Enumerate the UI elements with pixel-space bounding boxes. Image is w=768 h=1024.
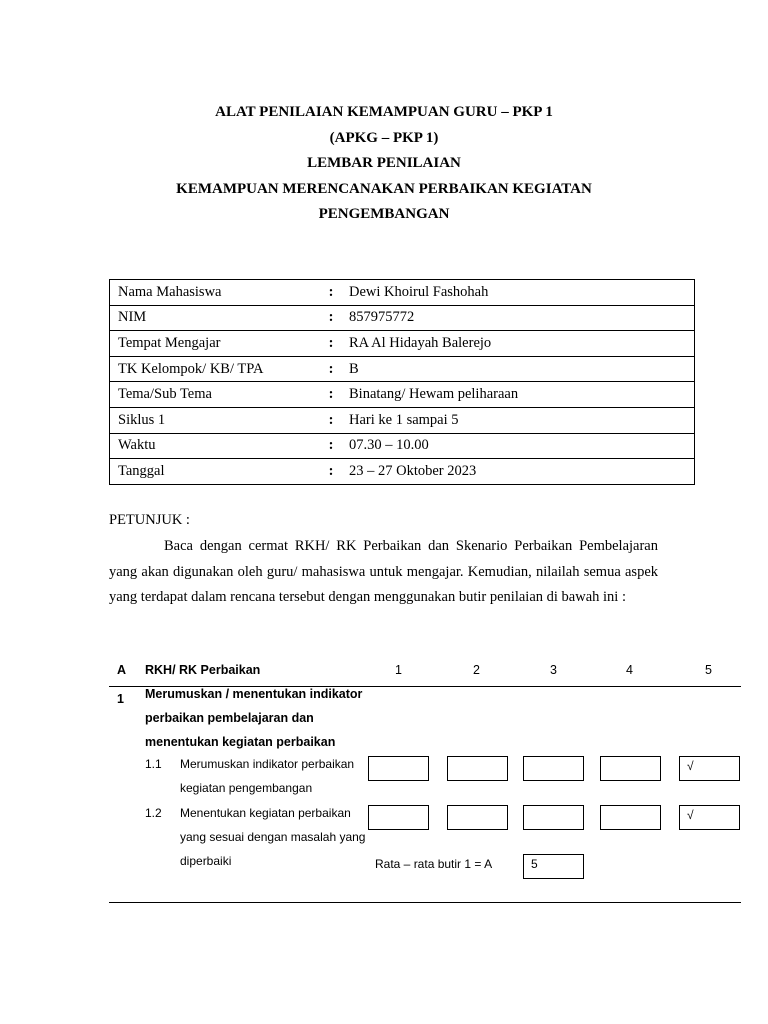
info-colon: : [321,459,341,485]
info-colon: : [321,407,341,433]
average-value-box: 5 [523,854,584,879]
scale-label-5: 5 [705,663,712,677]
info-value: 857975772 [341,305,695,331]
score-box-2 [447,805,508,830]
title-line-3: LEMBAR PENILAIAN [307,155,461,171]
average-label: Rata – rata butir 1 = A [375,857,493,871]
info-label: Siklus 1 [110,407,322,433]
info-label: Nama Mahasiswa [110,280,322,306]
table-row [110,382,695,408]
sub-item-text [180,752,354,800]
title-line-5: PENGEMBANGAN [318,206,450,222]
info-value: RA Al Hidayah Balerejo [341,331,695,357]
info-label: Waktu [110,433,322,459]
score-box-1 [368,805,429,830]
scale-label-1: 1 [395,663,402,677]
sub-item-text [180,801,365,873]
info-colon: : [321,331,341,357]
table-row [110,331,695,357]
info-value: 23 – 27 Oktober 2023 [341,459,695,485]
score-box-5-checked: √ [679,756,740,781]
table-row [110,305,695,331]
table-row [110,407,695,433]
section-title: RKH/ RK Perbaikan [145,663,261,677]
title-line-2: (APKG – PKP 1) [329,129,439,146]
info-value: Binatang/ Hewam peliharaan [341,382,695,408]
table-row [110,280,695,306]
info-value: Hari ke 1 sampai 5 [341,407,695,433]
info-colon: : [321,382,341,408]
sub-item-line-3: diperbaiki [180,854,232,868]
info-colon: : [321,356,341,382]
table-row [110,459,695,485]
info-label: TK Kelompok/ KB/ TPA [110,356,322,382]
score-box-4 [600,756,661,781]
score-box-1 [368,756,429,781]
sub-item-number: 1.1 [145,757,162,771]
score-box-4 [600,805,661,830]
sub-item-line-2: kegiatan pengembangan [180,781,313,795]
score-box-2 [447,756,508,781]
sub-item-line-1: Menentukan kegiatan perbaikan [180,806,351,820]
instructions-label: PETUNJUK : [109,512,190,528]
item-title-line-3: menentukan kegiatan perbaikan [145,735,336,749]
score-box-5-checked: √ [679,805,740,830]
info-colon: : [321,305,341,331]
info-value: Dewi Khoirul Fashohah [341,280,695,306]
sub-item-line-1: Merumuskan indikator perbaikan [180,757,355,771]
info-label: Tanggal [110,459,322,485]
title-line-1: ALAT PENILAIAN KEMAMPUAN GURU – PKP 1 [215,104,553,120]
identity-table [109,279,695,485]
document-title [0,100,768,228]
scale-label-3: 3 [550,663,557,677]
sub-item-number: 1.2 [145,806,162,820]
info-value: 07.30 – 10.00 [341,433,695,459]
info-value: B [341,356,695,382]
title-line-4: KEMAMPUAN MERENCANAKAN PERBAIKAN KEGIATAN [176,180,592,197]
info-colon: : [321,433,341,459]
info-label: Tempat Mengajar [110,331,322,357]
scale-label-2: 2 [473,663,480,677]
info-colon: : [321,280,341,306]
sub-item-line-2: yang sesuai dengan masalah yang [180,830,366,844]
scale-label-4: 4 [626,663,633,677]
score-box-3 [523,756,584,781]
item-number: 1 [117,692,124,706]
bottom-rule [109,902,741,903]
table-row [110,433,695,459]
table-row [110,356,695,382]
item-title [145,682,362,754]
info-label: Tema/Sub Tema [110,382,322,408]
item-title-line-1: Merumuskan / menentukan indikator [145,687,363,701]
item-title-line-2: perbaikan pembelajaran dan [145,711,314,725]
score-box-3 [523,805,584,830]
instructions-paragraph: Baca dengan cermat RKH/ RK Perbaikan dan Skenario Perbaikan Pembelajaran yang akan digunakan oleh guru/ mahasiswa untuk mengajar. Kemudian, nilailah semua aspek yang terdapat dalam rencana tersebut dengan menggunakan butir penilaian di bawah ini : [109,538,658,605]
info-label: NIM [110,305,322,331]
section-code: A [117,663,127,677]
